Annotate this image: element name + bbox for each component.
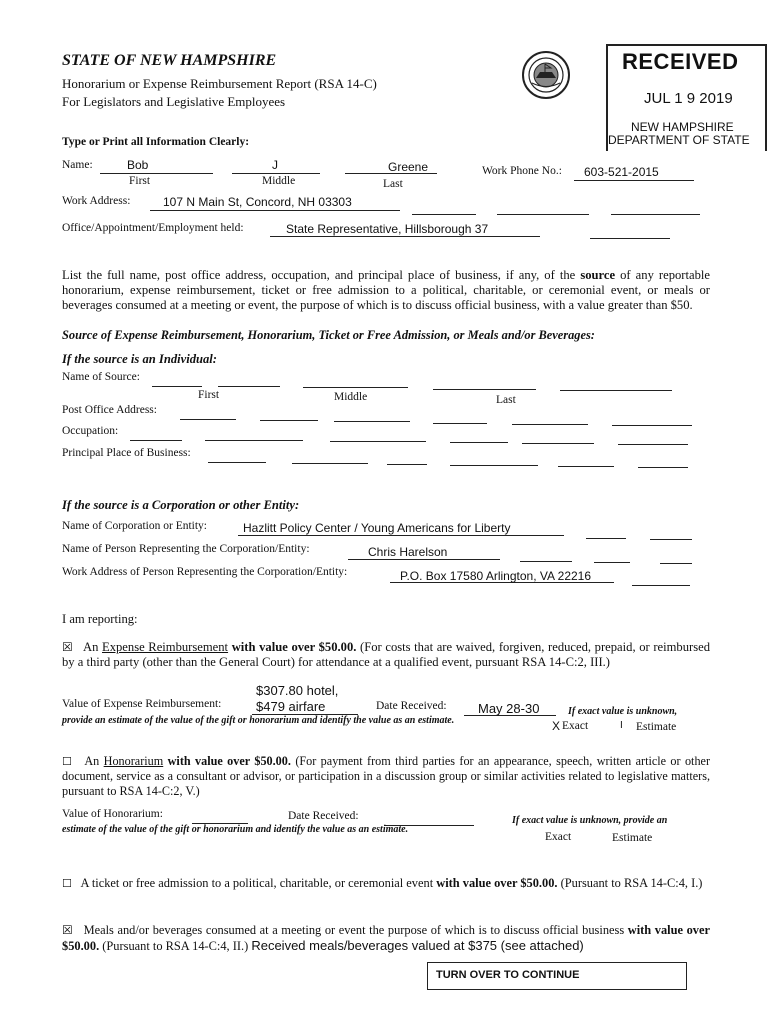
middle-name-value[interactable]: J (272, 158, 278, 172)
meals-checkbox[interactable]: ☒ (62, 923, 73, 937)
stamp-line2: DEPARTMENT OF STATE (608, 133, 750, 147)
expense-date-value[interactable]: May 28-30 (478, 701, 540, 716)
expense-reimbursement-option[interactable]: ☒ An Expense Reimbursement with value over $50.00. (For costs that are waived, forgiven, reduced, prepaid, or reimbursed by a third party (other than the General Court) for attendance at a qualified event, pursuant RSA 14-C:2, III.) (62, 640, 710, 670)
representative-value[interactable]: Chris Harelson (368, 545, 448, 559)
representative-address-label: Work Address of Person Representing the Corporation/Entity: (62, 566, 348, 578)
expense-value-line2[interactable]: $307.80 hotel, (256, 683, 339, 698)
corporation-heading: If the source is a Corporation or other Entity: (62, 498, 300, 512)
meals-option[interactable]: ☒ Meals and/or beverages consumed at a meeting or event the purpose of which is to discuss official business with value over $50.00. (Pursuant to RSA 14-C:4, II.) Received meals/beverages valued at $375 (see attached) (62, 923, 710, 954)
ticket-checkbox[interactable]: ☐ (62, 877, 72, 890)
form-subtitle: Honorarium or Expense Reimbursement Report (RSA 14-C) (62, 76, 377, 91)
work-address-label: Work Address: (62, 195, 131, 207)
individual-middle-caption: Middle (334, 391, 368, 403)
individual-first-caption: First (198, 389, 220, 401)
expense-value[interactable]: $479 airfare (256, 699, 326, 714)
first-caption: First (129, 175, 151, 187)
individual-last-caption: Last (496, 394, 516, 406)
source-heading: Source of Expense Reimbursement, Honorarium, Ticket or Free Admission, or Meals and/or Beverages: (62, 328, 595, 342)
honorarium-unknown-note: If exact value is unknown, provide an (512, 815, 668, 826)
representative-address-value[interactable]: P.O. Box 17580 Arlington, VA 22216 (400, 569, 592, 583)
corporation-name-label: Name of Corporation or Entity: (62, 520, 207, 532)
expense-value-label: Value of Expense Reimbursement: (62, 698, 222, 710)
expense-checkbox[interactable]: ☒ (62, 640, 73, 654)
form-audience: For Legislators and Legislative Employees (62, 94, 286, 109)
expense-exact-mark[interactable]: X (552, 719, 561, 733)
stamp-line1: NEW HAMPSHIRE (631, 120, 734, 134)
individual-name-label: Name of Source: (62, 371, 140, 383)
representative-label: Name of Person Representing the Corporation/Entity: (62, 543, 310, 555)
office-label: Office/Appointment/Employment held: (62, 222, 244, 234)
honorarium-value-label: Value of Honorarium: (62, 808, 163, 820)
last-name-value[interactable]: Greene (388, 160, 429, 174)
corporation-name-value[interactable]: Hazlitt Policy Center / Young Americans for Liberty (243, 521, 511, 535)
instruction-text: Type or Print all Information Clearly: (62, 136, 250, 148)
phone-value[interactable]: 603-521-2015 (584, 165, 659, 179)
honorarium-date-label: Date Received: (288, 810, 359, 822)
name-label: Name: (62, 159, 93, 171)
honorarium-exact-label: Exact (545, 831, 572, 843)
honorarium-option[interactable]: ☐ An Honorarium with value over $50.00. (For payment from third parties for an appearance, speech, written article or other document, service as a consultant or advisor, or participation in a discussion group or similar activities related to legislative matters, pursuant to RSA 14-C:2, V.) (62, 754, 711, 798)
honorarium-estimate-label: Estimate (612, 832, 653, 844)
form-title: STATE OF NEW HAMPSHIRE (62, 52, 277, 69)
reporting-intro: I am reporting: (62, 612, 138, 626)
phone-label: Work Phone No.: (482, 165, 562, 177)
turn-over-text: TURN OVER TO CONTINUE (436, 969, 580, 981)
po-address-label: Post Office Address: (62, 404, 157, 416)
individual-heading: If the source is an Individual: (62, 352, 217, 366)
principal-place-label: Principal Place of Business: (62, 447, 191, 459)
honorarium-estimate-note: estimate of the value of the gift or honorarium and identify the value as an estimate. (62, 824, 409, 835)
middle-caption: Middle (262, 175, 296, 187)
state-seal-icon (521, 50, 571, 100)
expense-exact-label: Exact (562, 720, 589, 732)
individual-occupation-label: Occupation: (62, 425, 119, 437)
stamp-date: JUL 1 9 2019 (644, 90, 733, 107)
source-instructions: List the full name, post office address, occupation, and principal place of business, if any, of the source of any reportable honorarium, expense reimbursement, ticket or free admission to a political, charitable, or ceremonial event, or meals or beverages consumed at a meeting or event, the purpose of which is to discuss official business, with a value greater than $50. (62, 268, 710, 313)
expense-estimate-mark[interactable]: I (620, 720, 623, 731)
expense-estimate-note: provide an estimate of the value of the gift or honorarium and identify the value as an estimate. (62, 715, 455, 726)
ticket-option[interactable]: ☐ A ticket or free admission to a political, charitable, or ceremonial event with value over $50.00. (Pursuant to RSA 14-C:4, I.) (62, 876, 703, 890)
meals-note[interactable]: Received meals/beverages valued at $375 (see attached) (251, 938, 584, 954)
honorarium-checkbox[interactable]: ☐ (62, 755, 72, 768)
last-caption: Last (383, 178, 403, 190)
stamp-received: RECEIVED (622, 49, 739, 74)
office-value[interactable]: State Representative, Hillsborough 37 (286, 222, 489, 236)
first-name-value[interactable]: Bob (127, 158, 149, 172)
expense-date-label: Date Received: (376, 700, 447, 712)
work-address-value[interactable]: 107 N Main St, Concord, NH 03303 (163, 195, 352, 209)
expense-unknown-note: If exact value is unknown, (568, 706, 678, 717)
expense-estimate-label: Estimate (636, 721, 677, 733)
